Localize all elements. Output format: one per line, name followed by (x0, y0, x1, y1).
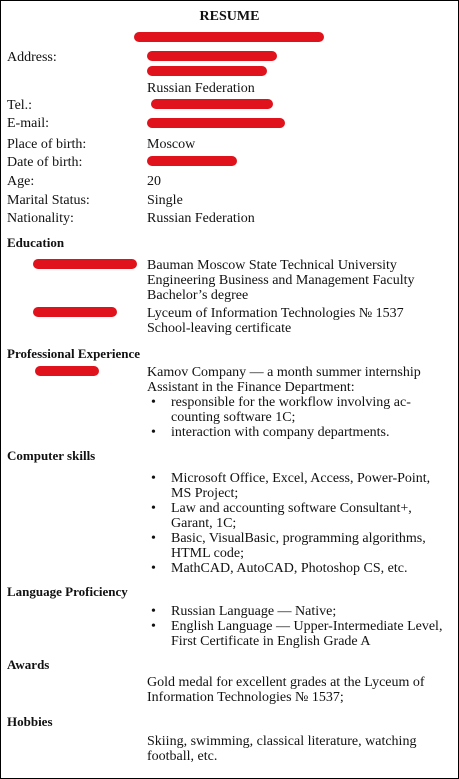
marital-status-label: Marital Status: (7, 193, 90, 208)
education-entry-1-line-3: Bachelor’s degree (147, 288, 249, 303)
awards-text: Gold medal for excellent grades at the Lyceum of Information Technologies № 1537; (147, 675, 425, 705)
awards-heading: Awards (7, 657, 50, 672)
education-heading: Education (7, 235, 65, 250)
redacted-address-line-2 (147, 66, 267, 76)
redacted-address-line-1 (147, 51, 277, 61)
experience-role-line: Assistant in the Finance Department: (147, 380, 355, 395)
language-item: • Russian Language — Native; (147, 604, 447, 619)
nationality-label: Nationality: (7, 211, 74, 226)
language-proficiency-heading: Language Proficiency (7, 584, 128, 599)
redacted-date-of-birth (147, 156, 237, 166)
hobbies-text: Skiing, swimming, classical literature, watching football, etc. (147, 734, 417, 764)
education-entry-1-line-2: Engineering Business and Management Faculty (147, 273, 415, 288)
experience-bullet-list (147, 395, 447, 440)
place-of-birth-value: Moscow (147, 137, 196, 152)
computer-skill-item: • Law and accounting software Consultant+, Garant, 1C; (147, 501, 449, 531)
date-of-birth-label: Date of birth: (7, 155, 83, 170)
computer-skill-item: • Microsoft Office, Excel, Access, Power-Point, MS Project; (147, 471, 449, 501)
hobbies-heading: Hobbies (7, 714, 53, 729)
experience-bullet: • interaction with company departments. (147, 425, 447, 440)
nationality-value: Russian Federation (147, 211, 255, 226)
age-label: Age: (7, 174, 35, 189)
redacted-name (134, 32, 324, 42)
place-of-birth-label: Place of birth: (7, 137, 87, 152)
redacted-education-dates-1 (33, 259, 137, 269)
education-entry-1-line-1: Bauman Moscow State Technical University (147, 258, 397, 273)
address-label: Address: (7, 50, 57, 65)
experience-company-line: Kamov Company — a month summer internship (147, 365, 421, 380)
address-country: Russian Federation (147, 81, 255, 96)
computer-skills-heading: Computer skills (7, 448, 96, 463)
tel-label: Tel.: (7, 98, 33, 113)
computer-skill-item: • MathCAD, AutoCAD, Photoshop CS, etc. (147, 561, 449, 576)
resume-title: RESUME (199, 9, 260, 24)
email-label: E-mail: (7, 116, 49, 131)
redacted-experience-dates (35, 366, 99, 376)
computer-skills-list (147, 471, 449, 576)
computer-skill-item: • Basic, VisualBasic, programming algorithms, HTML code; (147, 531, 449, 561)
redacted-education-dates-2 (33, 307, 117, 317)
age-value: 20 (147, 174, 161, 189)
marital-status-value: Single (147, 193, 183, 208)
education-entry-2-line-1: Lyceum of Information Technologies № 1537 (147, 306, 404, 321)
experience-bullet: • responsible for the workflow involving ac-counting software 1C; (147, 395, 447, 425)
redacted-email (147, 118, 285, 128)
language-list (147, 604, 447, 649)
education-entry-2-line-2: School-leaving certificate (147, 321, 292, 336)
language-item: • English Language — Upper-Intermediate Level, First Certificate in English Grade A (147, 619, 447, 649)
experience-heading: Professional Experience (7, 346, 140, 361)
redacted-phone (151, 99, 273, 109)
